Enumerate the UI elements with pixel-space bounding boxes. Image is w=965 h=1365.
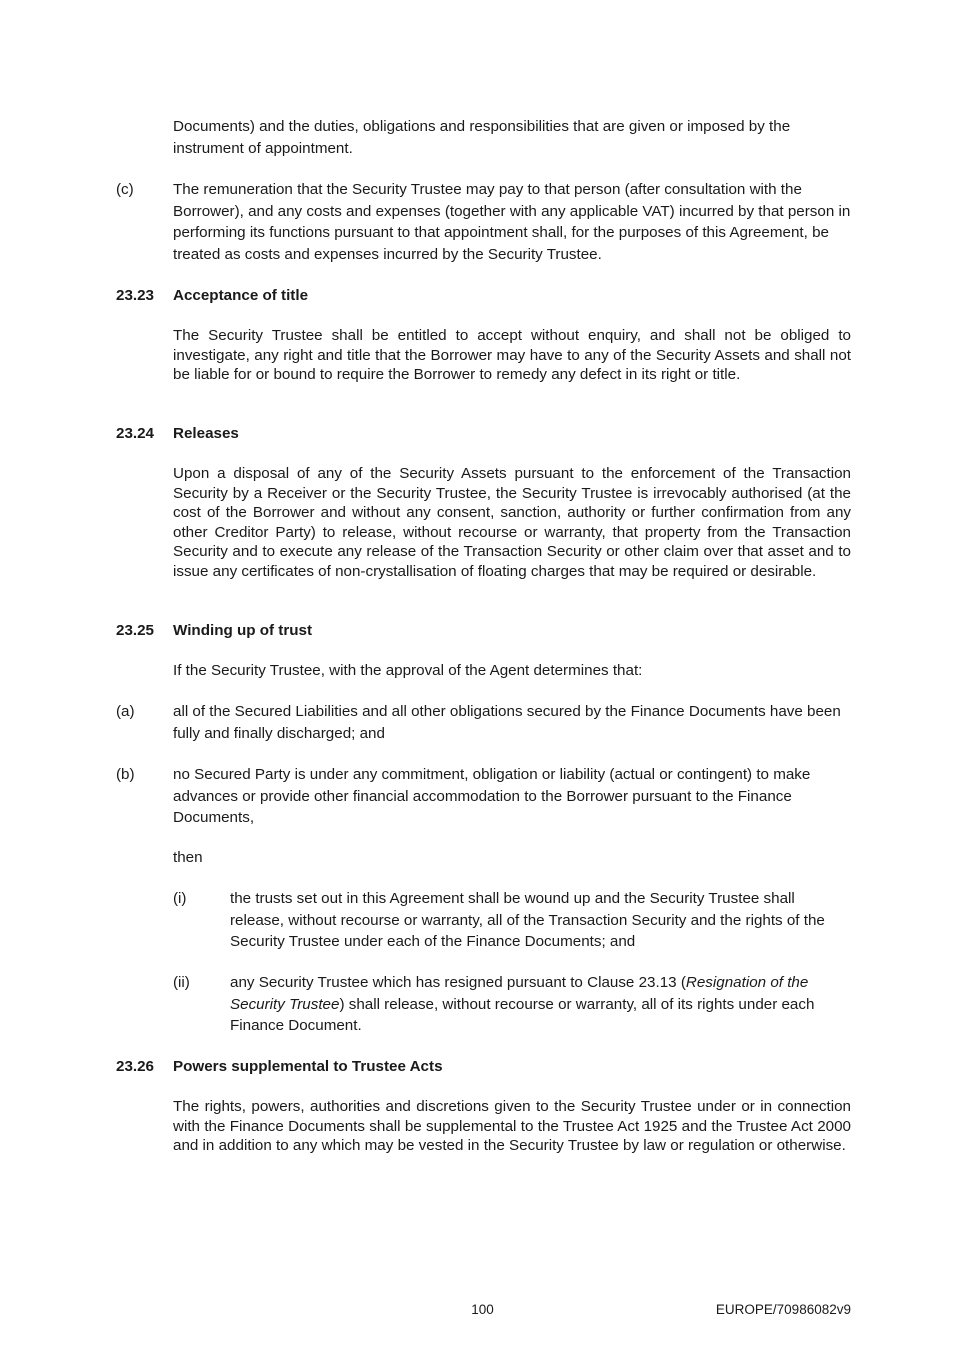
item-ii-label: (ii) (173, 974, 190, 991)
item-a-text: all of the Secured Liabilities and all other obligations secured by the Finance Documents have been fully and finally discharged; and (173, 703, 841, 742)
item-i-label: (i) (173, 890, 187, 907)
item-a-label: (a) (116, 703, 135, 720)
section-23-25-title: Winding up of trust (173, 622, 313, 639)
section-23-25-number: 23.25 (116, 622, 155, 639)
item-ii-text (230, 972, 851, 1037)
item-i-text: the trusts set out in this Agreement shall be wound up and the Security Trustee shall release, without recourse or warranty, all of the Transaction Security and the rights of the Security Trustee under each of the Finance Documents; and (230, 890, 825, 950)
item-b-label: (b) (116, 766, 135, 783)
section-23-26-body: The rights, powers, authorities and discretions given to the Security Trustee under or in connection with the Finance Documents shall be supplemental to the Trustee Act 1925 and the Trustee Act 2000 and in addition to any which may be vested in the Security Trustee by law or regulation or otherwise. (173, 1098, 851, 1155)
item-ii-clause-ref: Resignation of the Security Trustee (230, 974, 809, 1013)
section-23-26-title: Powers supplemental to Trustee Acts (173, 1058, 443, 1075)
section-23-24-title: Releases (173, 425, 239, 442)
section-23-23-title: Acceptance of title (173, 287, 309, 304)
item-b-text: no Secured Party is under any commitment, obligation or liability (actual or contingent) to make advances or provide other financial accommodation to the Borrower pursuant to the Finance Documents, (173, 766, 811, 826)
item-c-text: The remuneration that the Security Trustee may pay to that person (after consultation with the Borrower), and any costs and expenses (together with any applicable VAT) incurred by that person in performing its functions pursuant to that appointment shall, for the purposes of this Agreement, be treated as costs and expenses incurred by the Security Trustee. (173, 181, 851, 263)
then-text: then (173, 849, 203, 866)
item-c-label: (c) (116, 181, 134, 198)
section-23-25-intro: If the Security Trustee, with the approval of the Agent determines that: (173, 662, 643, 679)
page-number: 100 (471, 1302, 494, 1317)
section-23-24-number: 23.24 (116, 425, 155, 442)
document-reference: EUROPE/70986082v9 (715, 1302, 851, 1317)
item-ii-post: ) shall release, without recourse or warranty, all of its rights under each Finance Document. (230, 995, 815, 1034)
item-ii-pre: any Security Trustee which has resigned pursuant to Clause 23.13 ( (230, 974, 686, 991)
section-23-26-number: 23.26 (116, 1058, 155, 1075)
section-23-23-body: The Security Trustee shall be entitled to accept without enquiry, and shall not be obliged to investigate, any right and title that the Borrower may have to any of the Security Assets and shall not be liable for or bound to require the Borrower to remedy any defect in its right or title. (173, 327, 851, 384)
section-23-23-number: 23.23 (116, 287, 155, 304)
section-23-24-body: Upon a disposal of any of the Security Assets pursuant to the enforcement of the Transaction Security by a Receiver or the Security Trustee, the Security Trustee is irrevocably authorised (at the cost of the Borrower and without any consent, sanction, authority or further confirmation from any other Creditor Party) to release, without recourse or warranty, that property from the Transaction Security and to execute any release of the Transaction Security or other claim over that asset and to issue any certificates of non-crystallisation of floating charges that may be required or desirable. (173, 465, 851, 580)
intro-continuation: Documents) and the duties, obligations and responsibilities that are given or imposed by the instrument of appointment. (173, 118, 791, 157)
